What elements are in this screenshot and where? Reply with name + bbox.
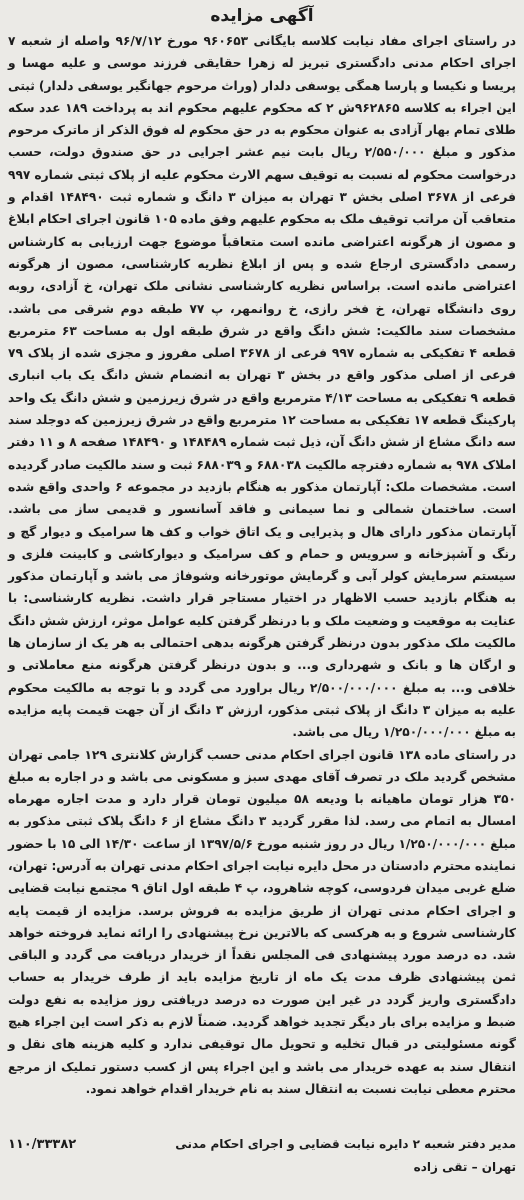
signature-title: مدیر دفتر شعبه ۲ دایره نیابت قضایی و اجرای احکام مدنی — [175, 1137, 516, 1151]
notice-title: آگهی مزایده — [210, 6, 314, 26]
notice-footer — [8, 1133, 516, 1178]
signature-row — [8, 1133, 516, 1156]
notice-paragraph-1: در راستای اجرای مفاد نیابت کلاسه بایگانی ۹۶۰۶۵۳ مورخ ۹۶/۷/۱۲ واصله از شعبه ۷ اجرای احکام مدنی دادگستری تبریز له زهرا حقایقی فرزند موسی و علیه مهسا و پریسا و نکیسا و پارسا همگی یوسفی دلدار (وراث مرحوم جهانگیر یوسفی دلدار) ثبتی این اجراء به کلاسه ۹۶۲۸۶۵ش ۲ که محکوم علیهم محکوم اند به پرداخت ۱۸۹ عدد سکه طلای تمام بهار آزادی به عنوان محکوم به در حق محکوم له فوق الذکر از ماترک مرحوم مذکور و مبلغ ۲/۵۵۰/۰۰۰ ریال بابت نیم عشر اجرایی در حق صندوق دولت، حسب درخواست محکوم له نسبت به توقیف سهم الارث محکوم علیه از پلاک ثبتی شماره ۹۹۷ فرعی از ۳۶۷۸ اصلی بخش ۳ تهران به میزان ۳ دانگ و شماره ثبت ۱۴۸۴۹۰ اقدام و متعاقب آن مراتب توقیف ملک به محکوم علیهم وفق ماده ۱۰۵ قانون اجرای احکام ابلاغ و مصون از هرگونه اعتراضی مانده است متعاقباً موضوع جهت ارزیابی به کارشناس رسمی دادگستری ارجاع شده و پس از ابلاغ نظریه کارشناسی، مصون از هرگونه اعتراضی مانده است. براساس نظریه کارشناسی نشانی ملک تهران، خ آزادی، روبه روی دانشگاه تهران، خ فخر رازی، خ روانمهر، پ ۷۷ طبقه دوم شرقی می باشد. مشخصات سند مالکیت: شش دانگ واقع در شرق طبقه اول به مساحت ۶۳ مترمربع قطعه ۴ تفکیکی به شماره ۹۹۷ فرعی از ۳۶۷۸ اصلی مفروز و مجزی شده از پلاک ۷۹ فرعی از اصلی مذکور واقع در بخش ۳ تهران به انضمام شش دانگ یک باب انباری قطعه ۹ تفکیکی به مساحت ۴/۱۳ مترمربع واقع در شرق زیرزمین و شش دانگ یک واحد پارکینگ قطعه ۱۷ تفکیکی به مساحت ۱۲ مترمربع واقع در شرق زیرزمین که دوجلد سند سه دانگ مشاع از شش دانگ آن، ذیل ثبت شماره ۱۴۸۴۸۹ و ۱۴۸۴۹۰ صفحه ۸ و ۱۱ دفتر املاک ۹۷۸ به شماره دفترچه مالکیت ۶۸۸۰۳۸ و ۶۸۸۰۳۹ ثبت و سند مالکیت صادر گردیده است. مشخصات ملک: آپارتمان مذکور به هنگام بازدید در مجموعه ۶ واحدی واقع شده است. ساختمان شمالی و نما سیمانی و فاقد آسانسور و قدیمی ساز می باشد. آپارتمان مذکور دارای هال و پذیرایی و یک اتاق خواب و کف ها سرامیک و دیوار گچ و رنگ و آشپزخانه و سرویس و حمام و کف سرامیک و دیوارکاشی و کابینت فلزی و سیستم سرمایش کولر آبی و گرمایش موتورخانه وشوفاژ می باشد و آپارتمان مذکور به هنگام بازدید حسب الاظهار در اختیار مستاجر قرار داشت. نظریه کارشناسی: با عنایت به موقعیت و وضعیت ملک و با درنظر گرفتن کلیه عوامل موثر، ارزش شش دانگ مالکیت ملک مذکور بدون درنظر گرفتن هرگونه بدهی احتمالی به هر یک از سازمان ها و ارگان ها و بانک و شهرداری و... و بدون درنظر گرفتن هرگونه منع معاملاتی و خلافی و... به مبلغ ۲/۵۰۰/۰۰۰/۰۰۰ ریال براورد می گردد و با توجه به مالکیت محکوم علیه به میزان ۳ دانگ از پلاک ثبتی مذکور، ارزش ۳ دانگ از آن جهت قیمت پایه مزایده به مبلغ ۱/۲۵۰/۰۰۰/۰۰۰ ریال می باشد. — [8, 34, 517, 740]
reference-number: ۱۱۰/۳۳۳۸۲ — [8, 1137, 77, 1152]
notice-paragraph-2: در راستای ماده ۱۳۸ قانون اجرای احکام مدنی حسب گزارش کلانتری ۱۲۹ جامی تهران مشخص گردید ملک در تصرف آقای مهدی سبز و مسکونی می باشد و در اجاره به مبلغ ۳۵۰ هزار تومان ماهیانه با ودیعه ۵۸ میلیون تومان قرار دارد و مدت اجاره مهرماه امسال به اتمام می رسد. لذا مقرر گردید ۳ دانگ مشاع از ۶ دانگ پلاک ثبتی مذکور به مبلغ ۱/۲۵۰/۰۰۰/۰۰۰ ریال در روز شنبه مورخ ۱۳۹۷/۵/۶ از ساعت ۱۴/۳۰ الی ۱۵ با حضور نماینده محترم دادستان در محل دایره نیابت اجرای احکام مدنی تهران به آدرس: تهران، ضلع غربی میدان فردوسی، کوچه شاهرود، پ ۴ طبقه اول اتاق ۹ مجتمع نیابت قضایی و اجرای احکام مدنی تهران از طریق مزایده به فروش برسد. مزایده از قیمت پایه کارشناسی شروع و به هرکسی که بالاترین نرخ پیشنهادی را ارائه نماید فروخته خواهد شد. ده درصد مورد پیشنهادی فی المجلس نقداً از خریدار دریافت می گردد و الباقی ثمن پیشنهادی ظرف مدت یک ماه از تاریخ مزایده باید از طرف خریدار به حساب دادگستری واریز گردد در غیر این صورت ده درصد دریافتی روز مزایده به نفع دولت ضبط و مزایده برای بار دیگر تجدید خواهد گردید. ضمناً لازم به ذکر است این اجراء هیچ گونه مسئولیتی در قبال تخلیه و تحویل مال توقیفی ندارد و کلیه هزینه های نقل و انتقال سند به عهده خریدار می باشد و این اجراء پس از کسب دستور تملیک از مرجع محترم معطی نیابت نسبت به انتقال سند به نام خریدار اقدام خواهد نمود. — [8, 747, 516, 1096]
notice-body — [8, 30, 516, 1100]
signature-place: تهران – تقی زاده — [413, 1160, 516, 1174]
